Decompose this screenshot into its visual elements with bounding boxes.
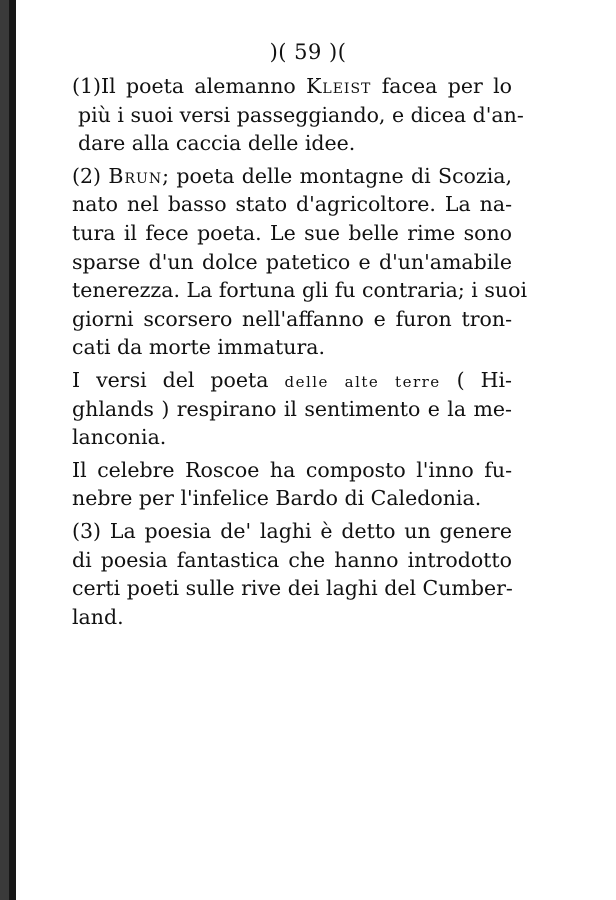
note-1-line-2: più i suoi versi passeggiando, e dicea d'an- (78, 102, 524, 127)
note-2b-line-1 (72, 366, 512, 395)
note-2-line-6: giorni scorsero nell'affanno e furon tron- (72, 306, 512, 331)
note-2c-line-2: nebre per l'infelice Bardo di Caledonia. (72, 486, 482, 511)
text-run: I versi del poeta (72, 367, 285, 392)
note-3-line-4: land. (72, 604, 124, 629)
note-2b-line-3: lanconia. (72, 425, 167, 450)
note-2-line-5: tenerezza. La fortuna gli fu contraria; i suoi (72, 278, 527, 303)
text-run: (2) (72, 163, 109, 188)
text-run: facea per lo (371, 74, 512, 98)
page-number: )( 59 )( (269, 40, 347, 64)
note-3-line-3: certi poeti sulle rive dei laghi del Cumber- (72, 576, 513, 601)
author-name-kleist: Kleist (306, 74, 372, 98)
page-binding-edge (9, 0, 16, 900)
note-3-line-1: (3) La poesia de' laghi è detto un genere (72, 518, 512, 543)
page-gutter-shadow (0, 0, 9, 900)
note-1-line-3: dare alla caccia delle idee. (78, 131, 356, 156)
note-2-line-1 (72, 162, 512, 191)
note-3-line-2: di poesia fantastica che hanno introdotto (72, 547, 512, 572)
text-run: ; poeta delle montagne di Scozia, (162, 163, 512, 188)
note-1-line-1 (72, 72, 512, 101)
text-run: ( Hi- (440, 367, 512, 392)
note-2-line-3: tura il fece poeta. Le sue belle rime sono (72, 220, 512, 245)
note-2b-line-2: ghlands ) respirano il sentimento e la me- (72, 396, 512, 421)
highlands-term: delle alte terre (284, 372, 441, 391)
note-2c-line-1: Il celebre Roscoe ha composto l'inno fu- (72, 457, 512, 482)
footnotes-block (72, 72, 527, 631)
note-2-line-4: sparse d'un dolce patetico e d'un'amabile (72, 249, 512, 274)
note-2-line-2: nato nel basso stato d'agricoltore. La na- (72, 192, 512, 217)
author-name-brun: Brun (108, 163, 163, 188)
text-run: (1)Il poeta alemanno (72, 74, 307, 98)
note-2-line-7: cati da morte immatura. (72, 335, 325, 360)
